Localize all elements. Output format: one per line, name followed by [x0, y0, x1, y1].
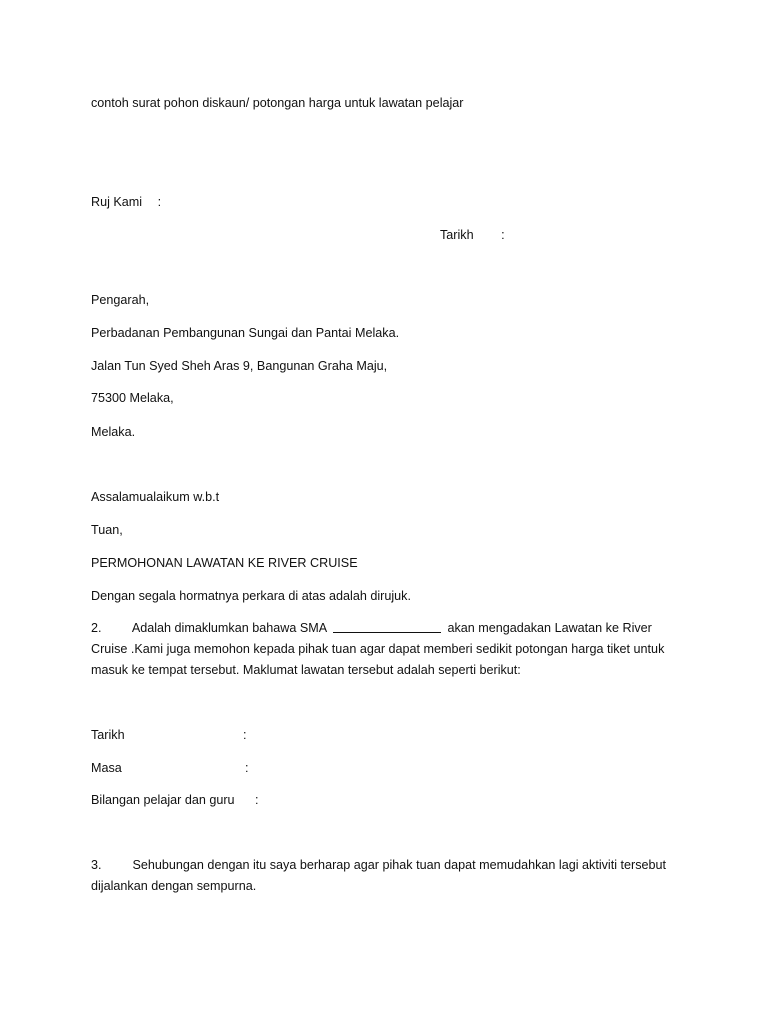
- paragraph-2-line-2: Cruise .Kami juga memohon kepada pihak tuan agar dapat memberi sedikit potongan harga tiket untuk: [91, 642, 665, 656]
- paragraph-3-line-2: dijalankan dengan sempurna.: [91, 879, 257, 893]
- date-label: Tarikh: [440, 228, 474, 242]
- opening-sentence: Dengan segala hormatnya perkara di atas adalah dirujuk.: [91, 589, 411, 603]
- detail-row-date: [91, 727, 247, 743]
- detail-colon: :: [243, 728, 247, 742]
- paragraph-2-line-3: masuk ke tempat tersebut. Maklumat lawatan tersebut adalah seperti berikut:: [91, 663, 521, 677]
- paragraph-2-part-2: akan mengadakan Lawatan ke River: [447, 621, 652, 635]
- reference-colon: :: [157, 195, 162, 209]
- subject-line: PERMOHONAN LAWATAN KE RIVER CRUISE: [91, 556, 358, 570]
- paragraph-3-number: 3.: [91, 858, 102, 872]
- date-line: [440, 227, 505, 243]
- detail-row-time: [91, 760, 249, 776]
- paragraph-3-line-1: [91, 857, 666, 873]
- detail-colon: :: [245, 761, 249, 775]
- recipient-address-line-3: Melaka.: [91, 425, 136, 439]
- paragraph-2-line-1: [91, 620, 652, 636]
- detail-label: Masa: [91, 761, 122, 775]
- recipient-title: Pengarah,: [91, 293, 150, 307]
- detail-colon: :: [255, 793, 259, 807]
- recipient-address-line-1: Jalan Tun Syed Sheh Aras 9, Bangunan Graha Maju,: [91, 359, 388, 373]
- recipient-organisation: Perbadanan Pembangunan Sungai dan Pantai Melaka.: [91, 326, 400, 340]
- school-name-blank: [333, 620, 441, 633]
- detail-label: Bilangan pelajar dan guru: [91, 793, 235, 807]
- detail-row-count: [91, 792, 259, 808]
- document-heading: contoh surat pohon diskaun/ potongan harga untuk lawatan pelajar: [91, 96, 464, 110]
- detail-label: Tarikh: [91, 728, 125, 742]
- salutation: Tuan,: [91, 523, 123, 537]
- date-colon: :: [501, 228, 505, 242]
- paragraph-2-part-1: Adalah dimaklumkan bahawa SMA: [131, 621, 327, 635]
- recipient-address-line-2: 75300 Melaka,: [91, 391, 174, 405]
- paragraph-2-number: 2.: [91, 621, 102, 635]
- reference-line: [91, 194, 161, 210]
- greeting: Assalamualaikum w.b.t: [91, 490, 220, 504]
- paragraph-3-text: Sehubungan dengan itu saya berharap agar pihak tuan dapat memudahkan lagi aktiviti tersebut: [132, 858, 667, 872]
- reference-label: Ruj Kami: [91, 195, 143, 209]
